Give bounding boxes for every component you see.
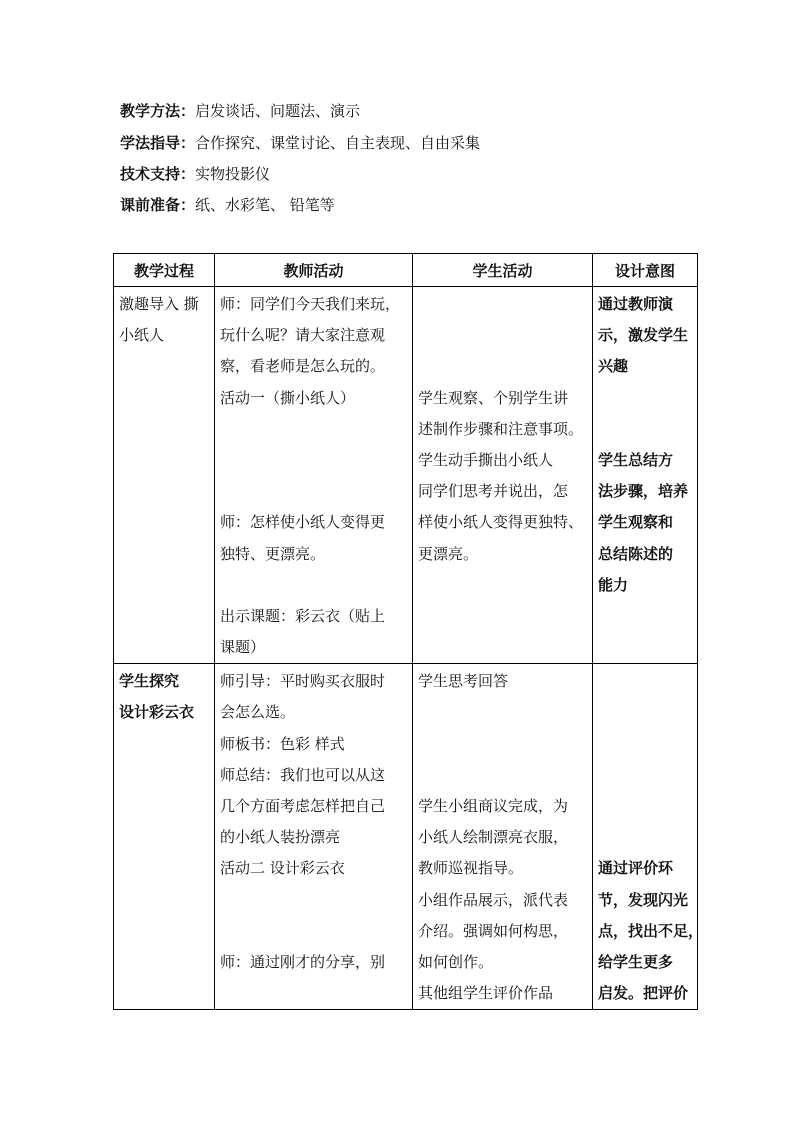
cell-line (418, 570, 587, 601)
cell-line (220, 916, 407, 947)
cell-line: 独特、更漂亮。 (220, 544, 326, 563)
cell-line: 学生总结方 (598, 450, 674, 469)
cell-line (418, 601, 587, 632)
meta-label: 学法指导： (120, 134, 196, 152)
cell-line: 介绍。强调如何构思， (418, 921, 569, 940)
table-header-row (114, 254, 698, 287)
cell-line: 小纸人 (119, 326, 165, 345)
learning-guidance (120, 133, 480, 153)
cell-line: 样使小纸人变得更独特、 (418, 513, 584, 532)
cell-line: 学生观察、个别学生讲 (418, 388, 569, 407)
header-process: 教学过程 (114, 254, 215, 287)
process-cell (114, 664, 215, 1010)
cell-line: 玩什么呢？请大家注意观 (220, 326, 386, 345)
cell-line: 启发。把评价 (598, 984, 689, 1003)
meta-value: 合作探究、课堂讨论、自主表现、自由采集 (195, 134, 481, 152)
cell-line: 激趣导入 撕 (119, 295, 199, 313)
preparation (120, 195, 335, 215)
cell-line: 教师巡视指导。 (418, 859, 524, 878)
meta-value: 启发谈话、问题法、演示 (195, 102, 361, 120)
meta-value: 纸、水彩笔、 铅笔等 (195, 196, 335, 214)
header-student: 学生活动 (413, 254, 593, 287)
cell-line: 几个方面考虑怎样把自己 (220, 797, 386, 815)
cell-line: 课题） (220, 638, 266, 657)
student-activity-cell (413, 664, 593, 1010)
cell-line: 活动一（撕小纸人） (220, 388, 356, 407)
table-row (114, 287, 698, 664)
cell-line: 的小纸人装扮漂亮 (220, 828, 341, 847)
cell-line: 师：通过刚才的分享，别 (220, 952, 386, 971)
design-intent-cell (593, 287, 698, 664)
header-teacher: 教师活动 (215, 254, 413, 287)
cell-line: 示，激发学生 (598, 326, 689, 345)
cell-line: 学生思考回答 (418, 672, 509, 691)
cell-line: 同学们思考并说出，怎 (418, 482, 569, 501)
cell-line (418, 320, 587, 351)
header-intent: 设计意图 (593, 254, 698, 287)
lesson-plan-table (113, 253, 704, 1010)
cell-line: 学生观察和 (598, 513, 674, 532)
cell-line: 小组作品展示，派代表 (418, 890, 569, 909)
cell-line: 总结陈述的 (598, 544, 674, 563)
cell-line (418, 351, 587, 382)
teaching-method (120, 101, 360, 121)
cell-line: 师引导：平时购买衣服时 (220, 672, 386, 691)
cell-line: 察，看老师是怎么玩的。 (220, 357, 386, 376)
cell-line (220, 445, 407, 476)
cell-line: 能力 (598, 575, 629, 594)
technical-support (120, 164, 270, 184)
table-row (114, 664, 698, 1010)
cell-line (598, 822, 692, 853)
cell-line: 更漂亮。 (418, 544, 479, 563)
cell-line: 设计彩云衣 (119, 703, 195, 722)
cell-line (220, 476, 407, 507)
meta-value: 实物投影仪 (195, 165, 271, 183)
cell-line: 法步骤，培养 (598, 482, 689, 501)
cell-line (598, 632, 692, 663)
cell-line (418, 760, 587, 791)
teacher-activity-cell (215, 287, 413, 664)
cell-line: 会怎么选。 (220, 703, 296, 722)
cell-line (598, 697, 692, 728)
meta-label: 教学方法： (120, 102, 196, 120)
cell-line: 小纸人绘制漂亮衣服， (418, 828, 569, 847)
teacher-activity-cell (215, 664, 413, 1010)
cell-line: 出示课题：彩云衣（贴上 (220, 606, 386, 625)
cell-line: 师：怎样使小纸人变得更 (220, 513, 386, 532)
cell-line: 点，找出不足， (598, 921, 704, 940)
cell-line (598, 791, 692, 822)
cell-line (598, 760, 692, 791)
cell-line (418, 729, 587, 760)
cell-line: 述制作步骤和注意事项。 (418, 419, 584, 438)
cell-line (220, 885, 407, 916)
cell-line: 师：同学们今天我们来玩， (220, 295, 401, 313)
cell-line: 活动二 设计彩云衣 (220, 859, 345, 878)
cell-line (418, 289, 587, 320)
cell-line: 兴趣 (598, 357, 629, 376)
cell-line (598, 601, 692, 632)
cell-line (220, 570, 407, 601)
cell-line: 通过评价环 (598, 859, 674, 878)
design-intent-cell (593, 664, 704, 1010)
cell-line (598, 414, 692, 445)
cell-line: 通过教师演 (598, 295, 674, 313)
meta-label: 课前准备： (120, 196, 196, 214)
meta-label: 技术支持： (120, 165, 196, 183)
cell-line: 师板书：色彩 样式 (220, 734, 345, 753)
cell-line (220, 414, 407, 445)
cell-line: 师总结：我们也可以从这 (220, 765, 386, 784)
cell-line (598, 666, 692, 697)
cell-line (418, 697, 587, 728)
student-activity-cell (413, 287, 593, 664)
cell-line (598, 729, 692, 760)
cell-line: 学生动手撕出小纸人 (418, 450, 554, 469)
cell-line (598, 383, 692, 414)
cell-line: 学生小组商议完成，为 (418, 797, 569, 815)
cell-line: 其他组学生评价作品 (418, 984, 554, 1003)
cell-line: 学生探究 (119, 672, 180, 691)
cell-line: 给学生更多 (598, 952, 674, 971)
cell-line: 如何创作。 (418, 952, 494, 971)
cell-line (418, 632, 587, 663)
cell-line: 节，发现闪光 (598, 890, 689, 909)
process-cell (114, 287, 215, 664)
